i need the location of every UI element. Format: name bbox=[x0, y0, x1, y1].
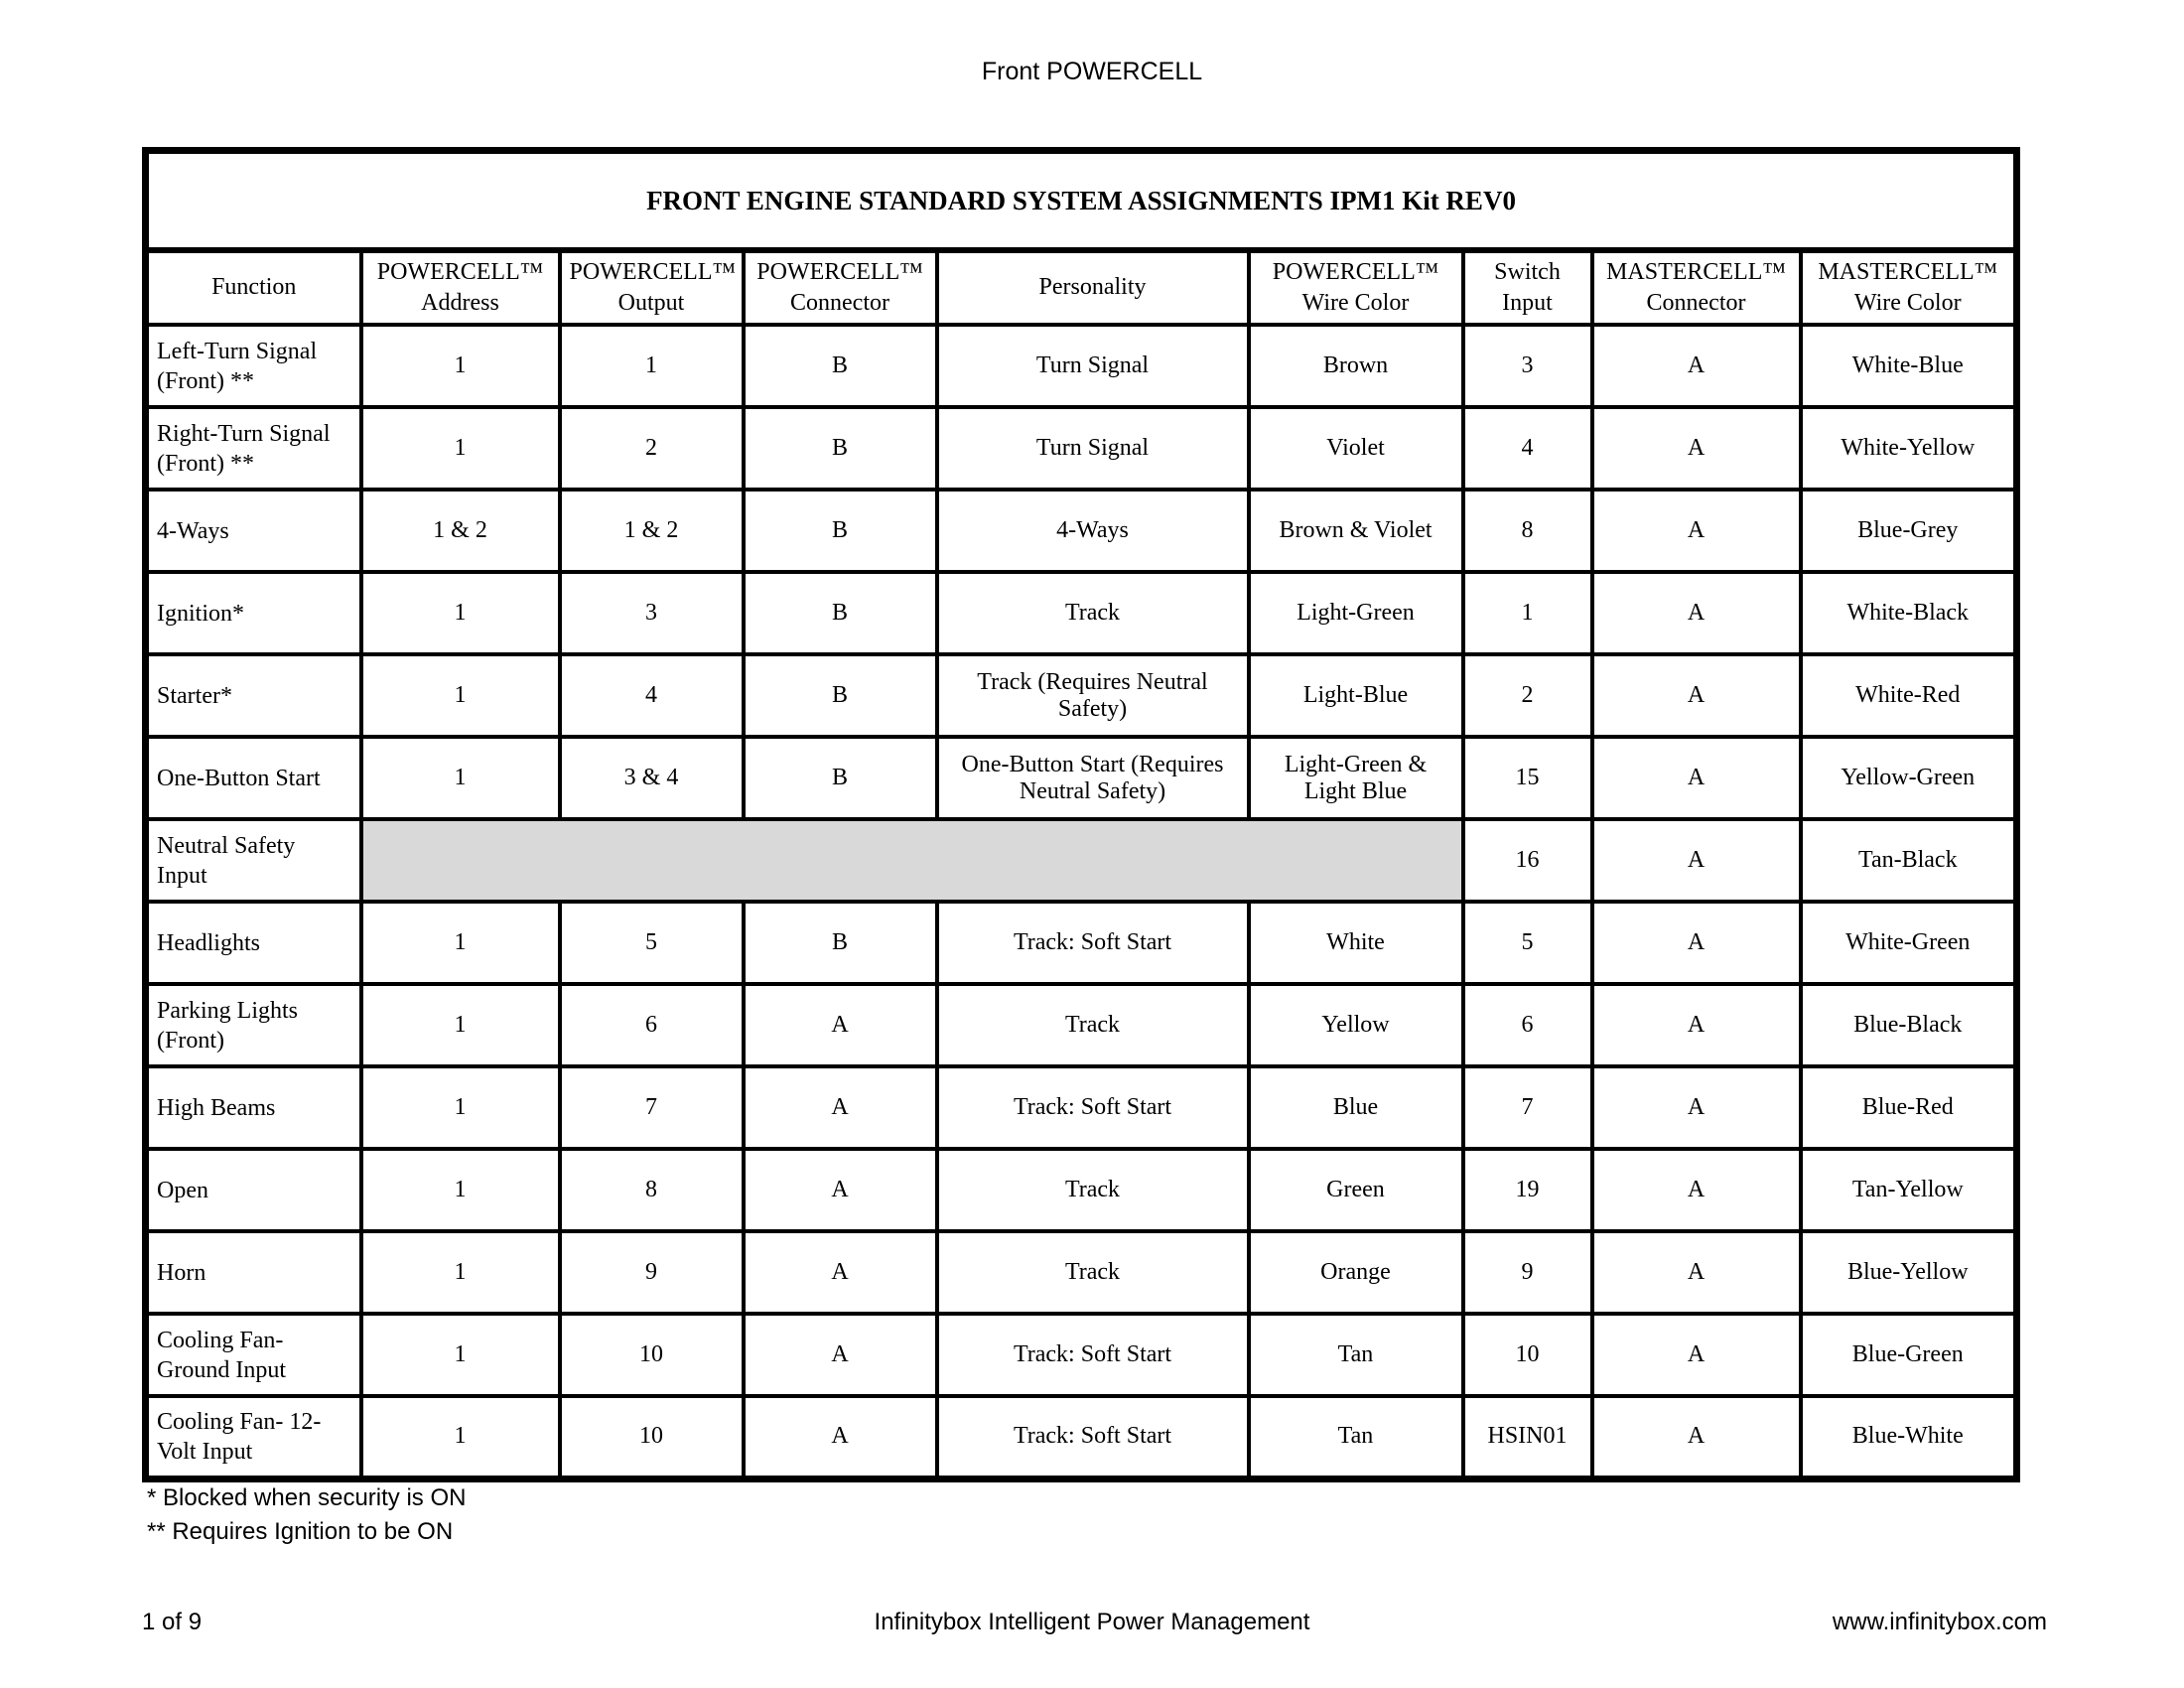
table-row bbox=[146, 325, 2017, 407]
mc-connector-cell: A bbox=[1592, 654, 1801, 737]
address-cell: 1 bbox=[361, 654, 560, 737]
output-cell: 6 bbox=[560, 984, 744, 1066]
table-row bbox=[146, 490, 2017, 572]
table-title-row bbox=[146, 151, 2017, 251]
table-row bbox=[146, 1396, 2017, 1478]
mc-connector-cell: A bbox=[1592, 1149, 1801, 1231]
switch-input-cell: 5 bbox=[1463, 902, 1592, 984]
address-cell: 1 bbox=[361, 902, 560, 984]
mc-connector-cell: A bbox=[1592, 407, 1801, 490]
mc-wire-color-cell: Blue-Yellow bbox=[1801, 1231, 2017, 1314]
connector-cell: A bbox=[744, 1396, 937, 1478]
function-cell: Headlights bbox=[146, 902, 361, 984]
table-row bbox=[146, 737, 2017, 819]
address-cell: 1 bbox=[361, 1314, 560, 1396]
output-cell: 1 bbox=[560, 325, 744, 407]
output-cell: 3 & 4 bbox=[560, 737, 744, 819]
personality-cell: Track bbox=[937, 572, 1249, 654]
connector-cell: A bbox=[744, 1066, 937, 1149]
function-cell: Neutral Safety Input bbox=[146, 819, 361, 902]
mc-wire-color-cell: Blue-Black bbox=[1801, 984, 2017, 1066]
switch-input-cell: 4 bbox=[1463, 407, 1592, 490]
personality-cell: Track (Requires Neutral Safety) bbox=[937, 654, 1249, 737]
pc-wire-color-cell: Violet bbox=[1249, 407, 1463, 490]
column-header-mastercell-wire-color: MASTERCELL™ Wire Color bbox=[1801, 250, 2017, 325]
table-row bbox=[146, 1149, 2017, 1231]
table-row bbox=[146, 407, 2017, 490]
switch-input-cell: 3 bbox=[1463, 325, 1592, 407]
column-header-mastercell-connector: MASTERCELL™ Connector bbox=[1592, 250, 1801, 325]
mc-connector-cell: A bbox=[1592, 1066, 1801, 1149]
merged-blank-cell bbox=[361, 819, 1463, 902]
personality-cell: Track: Soft Start bbox=[937, 1314, 1249, 1396]
function-cell: Right-Turn Signal (Front) ** bbox=[146, 407, 361, 490]
personality-cell: Track bbox=[937, 1231, 1249, 1314]
switch-input-cell: HSIN01 bbox=[1463, 1396, 1592, 1478]
connector-cell: B bbox=[744, 572, 937, 654]
output-cell: 3 bbox=[560, 572, 744, 654]
assignments-table bbox=[142, 147, 2020, 1482]
personality-cell: Turn Signal bbox=[937, 325, 1249, 407]
mc-wire-color-cell: Blue-White bbox=[1801, 1396, 2017, 1478]
mc-connector-cell: A bbox=[1592, 902, 1801, 984]
function-cell: High Beams bbox=[146, 1066, 361, 1149]
address-cell: 1 bbox=[361, 1149, 560, 1231]
table-row bbox=[146, 1231, 2017, 1314]
connector-cell: A bbox=[744, 1314, 937, 1396]
output-cell: 7 bbox=[560, 1066, 744, 1149]
mc-connector-cell: A bbox=[1592, 1314, 1801, 1396]
table-header-row bbox=[146, 250, 2017, 325]
address-cell: 1 bbox=[361, 1231, 560, 1314]
output-cell: 5 bbox=[560, 902, 744, 984]
column-header-powercell-wire-color: POWERCELL™ Wire Color bbox=[1249, 250, 1463, 325]
mc-connector-cell: A bbox=[1592, 325, 1801, 407]
switch-input-cell: 8 bbox=[1463, 490, 1592, 572]
connector-cell: A bbox=[744, 1149, 937, 1231]
connector-cell: B bbox=[744, 737, 937, 819]
address-cell: 1 bbox=[361, 1066, 560, 1149]
pc-wire-color-cell: Tan bbox=[1249, 1396, 1463, 1478]
mc-wire-color-cell: Tan-Yellow bbox=[1801, 1149, 2017, 1231]
mc-wire-color-cell: Blue-Grey bbox=[1801, 490, 2017, 572]
connector-cell: A bbox=[744, 1231, 937, 1314]
connector-cell: B bbox=[744, 490, 937, 572]
pc-wire-color-cell: White bbox=[1249, 902, 1463, 984]
footnote-ignition: ** Requires Ignition to be ON bbox=[147, 1518, 454, 1545]
function-cell: Cooling Fan-Ground Input bbox=[146, 1314, 361, 1396]
switch-input-cell: 6 bbox=[1463, 984, 1592, 1066]
mc-wire-color-cell: White-Red bbox=[1801, 654, 2017, 737]
function-cell: One-Button Start bbox=[146, 737, 361, 819]
mc-connector-cell: A bbox=[1592, 1396, 1801, 1478]
table-row bbox=[146, 819, 2017, 902]
column-header-powercell-connector: POWERCELL™ Connector bbox=[744, 250, 937, 325]
output-cell: 4 bbox=[560, 654, 744, 737]
function-cell: Starter* bbox=[146, 654, 361, 737]
mc-wire-color-cell: White-Yellow bbox=[1801, 407, 2017, 490]
column-header-powercell-address: POWERCELL™ Address bbox=[361, 250, 560, 325]
pc-wire-color-cell: Light-Blue bbox=[1249, 654, 1463, 737]
personality-cell: Track: Soft Start bbox=[937, 1396, 1249, 1478]
footnote-security: * Blocked when security is ON bbox=[147, 1484, 467, 1511]
column-header-switch-input: Switch Input bbox=[1463, 250, 1592, 325]
personality-cell: Track: Soft Start bbox=[937, 902, 1249, 984]
doc-header-title: Front POWERCELL bbox=[981, 58, 1203, 85]
function-cell: Horn bbox=[146, 1231, 361, 1314]
connector-cell: B bbox=[744, 902, 937, 984]
footer-brand-text: Infinitybox Intelligent Power Management bbox=[874, 1609, 1310, 1635]
table-title: FRONT ENGINE STANDARD SYSTEM ASSIGNMENTS IPM1 Kit REV0 bbox=[146, 151, 2017, 251]
switch-input-cell: 7 bbox=[1463, 1066, 1592, 1149]
mc-wire-color-cell: Blue-Red bbox=[1801, 1066, 2017, 1149]
address-cell: 1 bbox=[361, 325, 560, 407]
mc-wire-color-cell: White-Blue bbox=[1801, 325, 2017, 407]
function-cell: Parking Lights (Front) bbox=[146, 984, 361, 1066]
function-cell: Open bbox=[146, 1149, 361, 1231]
switch-input-cell: 2 bbox=[1463, 654, 1592, 737]
pc-wire-color-cell: Brown bbox=[1249, 325, 1463, 407]
personality-cell: Turn Signal bbox=[937, 407, 1249, 490]
footer-website-url: www.infinitybox.com bbox=[1832, 1609, 2047, 1635]
function-cell: Ignition* bbox=[146, 572, 361, 654]
mc-connector-cell: A bbox=[1592, 984, 1801, 1066]
output-cell: 10 bbox=[560, 1396, 744, 1478]
personality-cell: 4-Ways bbox=[937, 490, 1249, 572]
address-cell: 1 & 2 bbox=[361, 490, 560, 572]
switch-input-cell: 19 bbox=[1463, 1149, 1592, 1231]
connector-cell: A bbox=[744, 984, 937, 1066]
function-cell: Cooling Fan- 12-Volt Input bbox=[146, 1396, 361, 1478]
table-row bbox=[146, 1314, 2017, 1396]
mc-wire-color-cell: White-Black bbox=[1801, 572, 2017, 654]
address-cell: 1 bbox=[361, 572, 560, 654]
function-cell: 4-Ways bbox=[146, 490, 361, 572]
personality-cell: One-Button Start (Requires Neutral Safety) bbox=[937, 737, 1249, 819]
column-header-powercell-output: POWERCELL™ Output bbox=[560, 250, 744, 325]
connector-cell: B bbox=[744, 654, 937, 737]
mc-connector-cell: A bbox=[1592, 490, 1801, 572]
address-cell: 1 bbox=[361, 1396, 560, 1478]
table-row bbox=[146, 654, 2017, 737]
function-cell: Left-Turn Signal (Front) ** bbox=[146, 325, 361, 407]
pc-wire-color-cell: Blue bbox=[1249, 1066, 1463, 1149]
pc-wire-color-cell: Yellow bbox=[1249, 984, 1463, 1066]
column-header-personality: Personality bbox=[937, 250, 1249, 325]
output-cell: 2 bbox=[560, 407, 744, 490]
column-header-function: Function bbox=[146, 250, 361, 325]
pc-wire-color-cell: Light-Green & Light Blue bbox=[1249, 737, 1463, 819]
mc-connector-cell: A bbox=[1592, 1231, 1801, 1314]
mc-connector-cell: A bbox=[1592, 819, 1801, 902]
mc-wire-color-cell: White-Green bbox=[1801, 902, 2017, 984]
switch-input-cell: 9 bbox=[1463, 1231, 1592, 1314]
personality-cell: Track: Soft Start bbox=[937, 1066, 1249, 1149]
output-cell: 8 bbox=[560, 1149, 744, 1231]
switch-input-cell: 16 bbox=[1463, 819, 1592, 902]
output-cell: 10 bbox=[560, 1314, 744, 1396]
footnotes bbox=[147, 1481, 466, 1549]
address-cell: 1 bbox=[361, 737, 560, 819]
address-cell: 1 bbox=[361, 984, 560, 1066]
output-cell: 1 & 2 bbox=[560, 490, 744, 572]
connector-cell: B bbox=[744, 325, 937, 407]
table-row bbox=[146, 902, 2017, 984]
personality-cell: Track bbox=[937, 1149, 1249, 1231]
pc-wire-color-cell: Tan bbox=[1249, 1314, 1463, 1396]
address-cell: 1 bbox=[361, 407, 560, 490]
pc-wire-color-cell: Green bbox=[1249, 1149, 1463, 1231]
table-row bbox=[146, 984, 2017, 1066]
pc-wire-color-cell: Brown & Violet bbox=[1249, 490, 1463, 572]
mc-wire-color-cell: Yellow-Green bbox=[1801, 737, 2017, 819]
switch-input-cell: 10 bbox=[1463, 1314, 1592, 1396]
mc-wire-color-cell: Tan-Black bbox=[1801, 819, 2017, 902]
pc-wire-color-cell: Light-Green bbox=[1249, 572, 1463, 654]
pc-wire-color-cell: Orange bbox=[1249, 1231, 1463, 1314]
output-cell: 9 bbox=[560, 1231, 744, 1314]
mc-connector-cell: A bbox=[1592, 737, 1801, 819]
personality-cell: Track bbox=[937, 984, 1249, 1066]
table-row bbox=[146, 572, 2017, 654]
switch-input-cell: 15 bbox=[1463, 737, 1592, 819]
table-row bbox=[146, 1066, 2017, 1149]
connector-cell: B bbox=[744, 407, 937, 490]
switch-input-cell: 1 bbox=[1463, 572, 1592, 654]
page-number: 1 of 9 bbox=[142, 1609, 203, 1635]
mc-connector-cell: A bbox=[1592, 572, 1801, 654]
mc-wire-color-cell: Blue-Green bbox=[1801, 1314, 2017, 1396]
